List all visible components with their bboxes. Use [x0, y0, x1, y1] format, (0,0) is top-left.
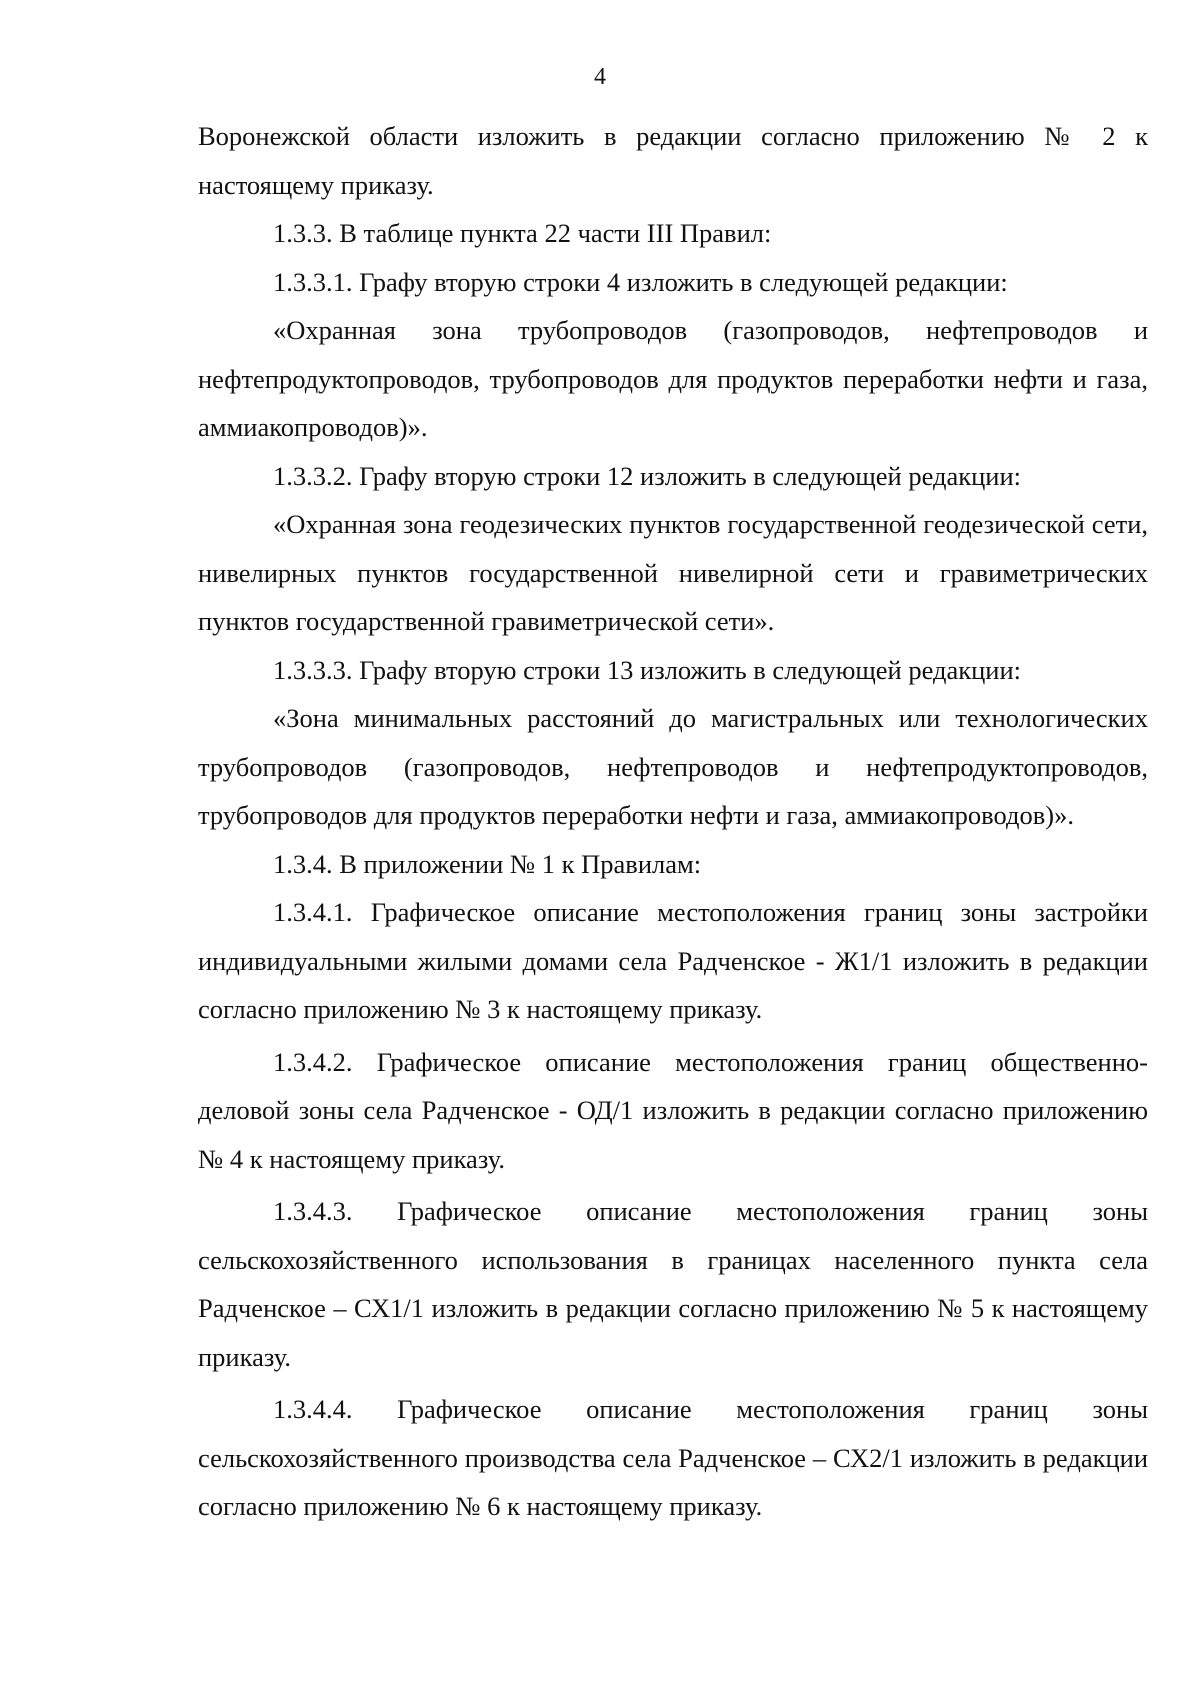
- paragraph-1-3-4-4: 1.3.4.4. Графическое описание местоположения границ зоны сельскохозяйственного производства села Радченское – СХ2/1 изложить в редакции согласно приложению № 6 к настоящему приказу.: [198, 1394, 1148, 1521]
- paragraph-1-3-3: 1.3.3. В таблице пункта 22 части III Правил:: [273, 218, 772, 248]
- paragraph-1-3-4: 1.3.4. В приложении № 1 к Правилам:: [273, 848, 702, 879]
- paragraph-1-3-3-1: 1.3.3.1. Графу вторую строки 4 изложить в следующей редакции:: [273, 266, 1008, 297]
- paragraph-quote-pipeline-zone: «Охранная зона трубопроводов (газопроводов, нефтепроводов и нефтепродуктопроводов, трубопроводов для продуктов переработки нефти и газа, аммиакопроводов)».: [198, 315, 1148, 442]
- paragraph-quote-minimum-distance-zone: «Зона минимальных расстояний до магистральных или технологических трубопроводов (газопроводов, нефтепроводов и нефтепродуктопроводов, трубопроводов для продуктов переработки нефти и газа, аммиакопроводов)».: [198, 703, 1148, 830]
- paragraph-continuation: Воронежской области изложить в редакции согласно приложению № 2 к настоящему приказу.: [198, 121, 1148, 200]
- page-number: 4: [594, 64, 606, 90]
- paragraph-1-3-3-2: 1.3.3.2. Графу вторую строки 12 изложить в следующей редакции:: [273, 460, 1022, 491]
- paragraph-1-3-3-3: 1.3.3.3. Графу вторую строки 13 изложить в следующей редакции:: [273, 654, 1022, 685]
- document-body: [198, 112, 1148, 1531]
- paragraph-quote-geodetic-zone: «Охранная зона геодезических пунктов государственной геодезической сети, нивелирных пунктов государственной нивелирной сети и гравиметрических пунктов государственной гравиметрической сети».: [198, 509, 1148, 636]
- paragraph-1-3-4-1: 1.3.4.1. Графическое описание местоположения границ зоны застройки индивидуальными жилыми домами села Радченское - Ж1/1 изложить в редакции согласно приложению № 3 к настоящему приказу.: [198, 897, 1148, 1024]
- paragraph-1-3-4-2: 1.3.4.2. Графическое описание местоположения границ общественно-деловой зоны села Радченское - ОД/1 изложить в редакции согласно приложению № 4 к настоящему приказу.: [198, 1046, 1148, 1174]
- paragraph-1-3-4-3: 1.3.4.3. Графическое описание местоположения границ зоны сельскохозяйственного использования в границах населенного пункта села Радченское – СХ1/1 изложить в редакции согласно приложению № 5 к настоящему приказу.: [198, 1196, 1148, 1372]
